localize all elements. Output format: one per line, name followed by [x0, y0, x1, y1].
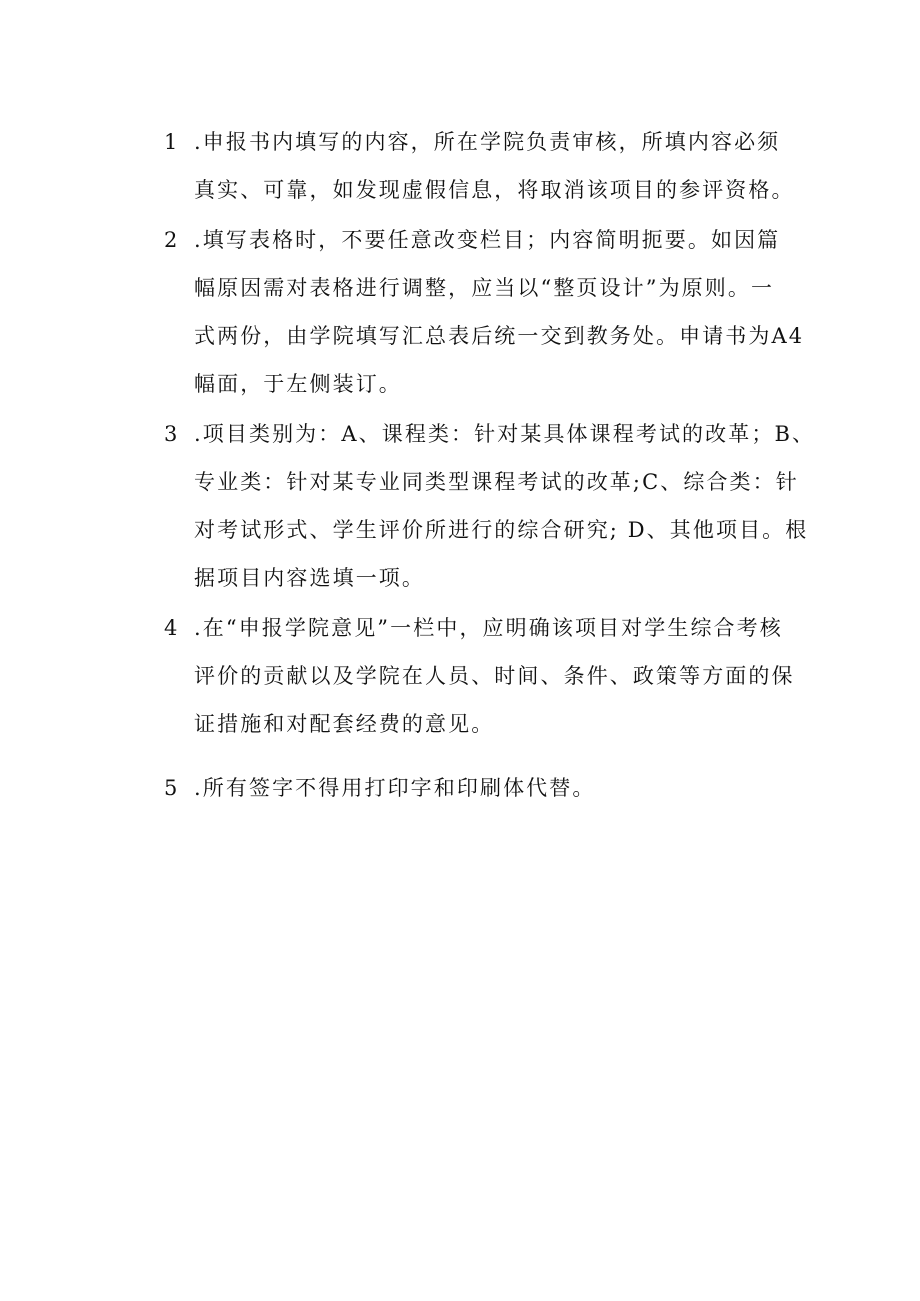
item-number: 2: [164, 228, 178, 252]
item-number: 3: [164, 422, 178, 446]
text-line: 幅面，于左侧装订。: [194, 372, 402, 396]
text-line: .填写表格时，不要任意改变栏目；内容简明扼要。如因篇: [194, 228, 781, 252]
text-line: .在“申报学院意见”一栏中，应明确该项目对学生综合考核: [194, 616, 783, 640]
text-line: 专业类：针对某专业同类型课程考试的改革;C、综合类：针: [194, 470, 799, 494]
text-line: 真实、可靠，如发现虚假信息，将取消该项目的参评资格。: [194, 178, 795, 202]
instruction-item-2: [164, 216, 804, 408]
instruction-item-1: [164, 118, 804, 214]
instruction-item-4: [164, 604, 804, 748]
text-line: .所有签字不得用打印字和印刷体代替。: [194, 776, 596, 800]
item-text: [194, 410, 815, 602]
text-line: 幅原因需对表格进行调整，应当以“整页设计”为原则。一: [194, 276, 775, 300]
item-text: [194, 764, 804, 812]
item-number: 5: [164, 776, 178, 800]
instruction-item-3: [164, 410, 816, 602]
text-line: 式两份，由学院填写汇总表后统一交到教务处。申请书为A4: [194, 324, 805, 348]
text-line: 证措施和对配套经费的意见。: [194, 712, 495, 736]
text-line: 对考试形式、学生评价所进行的综合研究; D、其他项目。根: [194, 518, 809, 542]
text-line: .项目类别为：A、课程类：针对某具体课程考试的改革；B、: [194, 422, 816, 446]
item-text: [194, 604, 804, 748]
item-number: 1: [164, 130, 178, 154]
item-text: [194, 216, 804, 408]
text-line: 据项目内容选填一项。: [194, 566, 425, 590]
text-line: 评价的贡献以及学院在人员、时间、条件、政策等方面的保: [194, 664, 795, 688]
text-line: .申报书内填写的内容，所在学院负责审核，所填内容必须: [194, 130, 781, 154]
item-text: [194, 118, 804, 214]
item-number: 4: [164, 616, 178, 640]
instruction-item-5: [164, 764, 804, 812]
